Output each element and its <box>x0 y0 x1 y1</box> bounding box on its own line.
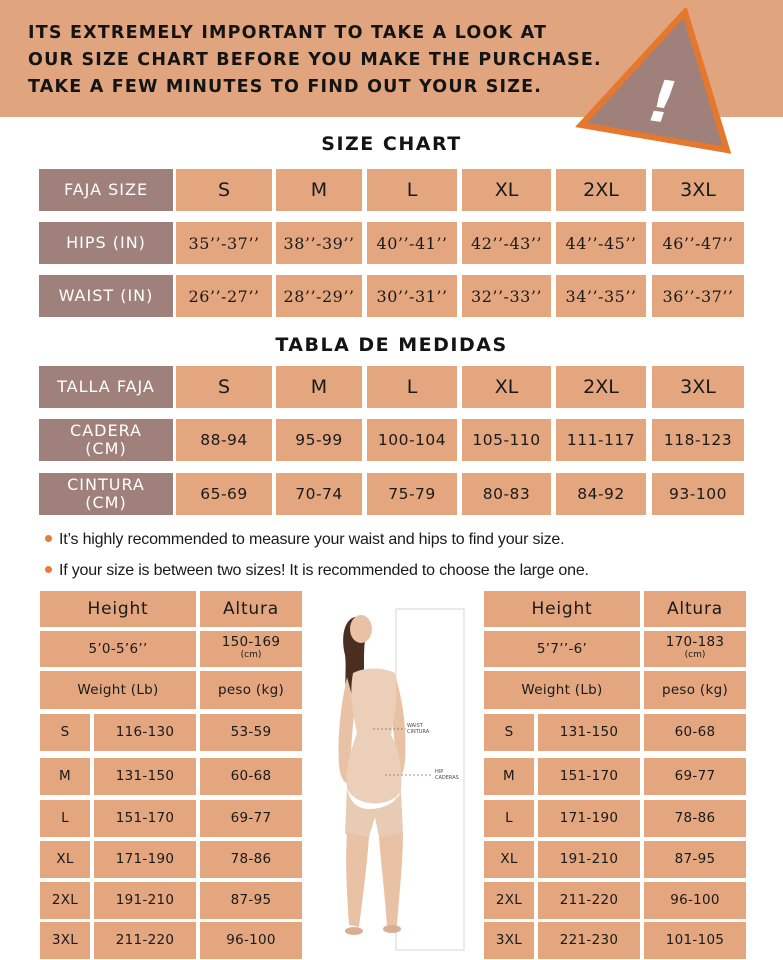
size-cell: S <box>176 169 272 211</box>
row-label-1 <box>39 419 173 461</box>
waist-label: WAIST <box>407 723 423 729</box>
size-cell: 80-83 <box>462 473 551 515</box>
weight-kg-cell: 53-59 <box>200 714 302 751</box>
weight-kg-cell: 69-77 <box>644 758 746 795</box>
size-cell: 65-69 <box>176 473 272 515</box>
weight-lb-cell: 191-210 <box>94 882 196 919</box>
banner-line-1: ITS EXTREMELY IMPORTANT TO TAKE A LOOK AT <box>28 23 548 43</box>
size-label: XL <box>484 841 534 878</box>
size-cell: 105-110 <box>462 419 551 461</box>
height-range: 5’0-5’6’’ <box>40 631 196 667</box>
weight-kg-cell: 96-100 <box>644 882 746 919</box>
row-label-0: TALLA FAJA <box>39 366 173 408</box>
size-cell: 93-100 <box>652 473 744 515</box>
model-figure-image <box>303 595 478 952</box>
size-label: M <box>40 758 90 795</box>
weight-lb-header: Weight (Lb) <box>484 671 640 709</box>
size-cell: 46’’-47’’ <box>652 222 744 264</box>
size-label: 2XL <box>40 882 90 919</box>
size-cell: 34’’-35’’ <box>556 275 646 317</box>
size-cell: 32’’-33’’ <box>462 275 551 317</box>
size-cell: 38’’-39’’ <box>276 222 362 264</box>
altura-range <box>644 631 746 667</box>
row-label-line2: (CM) <box>85 439 127 458</box>
altura-unit: (cm) <box>240 650 262 660</box>
size-label: L <box>484 800 534 837</box>
peso-kg-header: peso (kg) <box>644 671 746 709</box>
size-cell: 42’’-43’’ <box>462 222 551 264</box>
size-chart-title: SIZE CHART <box>321 133 462 155</box>
weight-kg-cell: 101-105 <box>644 922 746 959</box>
size-label: M <box>484 758 534 795</box>
banner-line-2: OUR SIZE CHART BEFORE YOU MAKE THE PURCHASE. <box>28 50 602 70</box>
weight-kg-cell: 60-68 <box>200 758 302 795</box>
note-between-sizes <box>45 562 589 580</box>
weight-lb-header: Weight (Lb) <box>40 671 196 709</box>
tabla-medidas-title: TABLA DE MEDIDAS <box>275 334 508 356</box>
altura-header: Altura <box>200 591 302 627</box>
weight-lb-cell: 151-170 <box>538 758 640 795</box>
note-measure <box>45 531 564 549</box>
size-cell: 75-79 <box>367 473 457 515</box>
bullet-dot-icon <box>45 535 52 542</box>
size-label: S <box>484 714 534 751</box>
size-label: 2XL <box>484 882 534 919</box>
row-label-2: WAIST (IN) <box>39 275 173 317</box>
warning-exclamation: ! <box>644 66 681 138</box>
size-cell: M <box>276 366 362 408</box>
row-label-1: HIPS (IN) <box>39 222 173 264</box>
weight-lb-cell: 211-220 <box>538 882 640 919</box>
size-label: L <box>40 800 90 837</box>
weight-lb-cell: 171-190 <box>538 800 640 837</box>
altura-unit: (cm) <box>684 650 706 660</box>
hip-label-es: CADERAS <box>435 775 459 781</box>
size-cell: XL <box>462 169 551 211</box>
weight-kg-cell: 78-86 <box>200 841 302 878</box>
altura-value: 170-183 <box>665 634 725 650</box>
altura-value: 150-169 <box>221 634 281 650</box>
size-cell: 3XL <box>652 366 744 408</box>
weight-kg-cell: 60-68 <box>644 714 746 751</box>
size-cell: 35’’-37’’ <box>176 222 272 264</box>
height-header: Height <box>484 591 640 627</box>
weight-kg-cell: 96-100 <box>200 922 302 959</box>
size-cell: 111-117 <box>556 419 646 461</box>
size-cell: 26’’-27’’ <box>176 275 272 317</box>
bullet-dot-icon <box>45 566 52 573</box>
weight-kg-cell: 78-86 <box>644 800 746 837</box>
size-cell: 84-92 <box>556 473 646 515</box>
size-label: S <box>40 714 90 751</box>
weight-kg-cell: 69-77 <box>200 800 302 837</box>
weight-kg-cell: 87-95 <box>200 882 302 919</box>
size-cell: 2XL <box>556 366 646 408</box>
size-cell: 36’’-37’’ <box>652 275 744 317</box>
row-label-line1: CINTURA <box>67 475 145 494</box>
weight-lb-cell: 116-130 <box>94 714 196 751</box>
size-label: 3XL <box>40 922 90 959</box>
weight-lb-cell: 221-230 <box>538 922 640 959</box>
size-cell: L <box>367 366 457 408</box>
weight-lb-cell: 171-190 <box>94 841 196 878</box>
note-text: If your size is between two sizes! It is recommended to choose the large one. <box>59 562 589 579</box>
height-range: 5’7’’-6’ <box>484 631 640 667</box>
weight-kg-cell: 87-95 <box>644 841 746 878</box>
size-cell: 70-74 <box>276 473 362 515</box>
weight-lb-cell: 131-150 <box>538 714 640 751</box>
size-cell: 95-99 <box>276 419 362 461</box>
size-cell: 118-123 <box>652 419 744 461</box>
size-label: XL <box>40 841 90 878</box>
row-label-line1: CADERA <box>70 421 142 440</box>
weight-lb-cell: 211-220 <box>94 922 196 959</box>
size-cell: XL <box>462 366 551 408</box>
weight-lb-cell: 131-150 <box>94 758 196 795</box>
size-cell: 28’’-29’’ <box>276 275 362 317</box>
height-header: Height <box>40 591 196 627</box>
size-label: 3XL <box>484 922 534 959</box>
size-cell: S <box>176 366 272 408</box>
size-cell: 2XL <box>556 169 646 211</box>
banner-line-3: TAKE A FEW MINUTES TO FIND OUT YOUR SIZE. <box>28 77 543 97</box>
row-label-0: FAJA SIZE <box>39 169 173 211</box>
size-cell: M <box>276 169 362 211</box>
size-cell: 30’’-31’’ <box>367 275 457 317</box>
row-label-2 <box>39 473 173 515</box>
size-cell: L <box>367 169 457 211</box>
altura-header: Altura <box>644 591 746 627</box>
weight-lb-cell: 151-170 <box>94 800 196 837</box>
size-cell: 44’’-45’’ <box>556 222 646 264</box>
size-cell: 100-104 <box>367 419 457 461</box>
size-cell: 40’’-41’’ <box>367 222 457 264</box>
row-label-line2: (CM) <box>85 493 127 512</box>
size-cell: 3XL <box>652 169 744 211</box>
note-text: It’s highly recommended to measure your waist and hips to find your size. <box>59 531 565 548</box>
weight-lb-cell: 191-210 <box>538 841 640 878</box>
altura-range <box>200 631 302 667</box>
hip-label: HIP <box>435 769 444 775</box>
size-cell: 88-94 <box>176 419 272 461</box>
waist-label-es: CINTURA <box>407 729 430 735</box>
peso-kg-header: peso (kg) <box>200 671 302 709</box>
